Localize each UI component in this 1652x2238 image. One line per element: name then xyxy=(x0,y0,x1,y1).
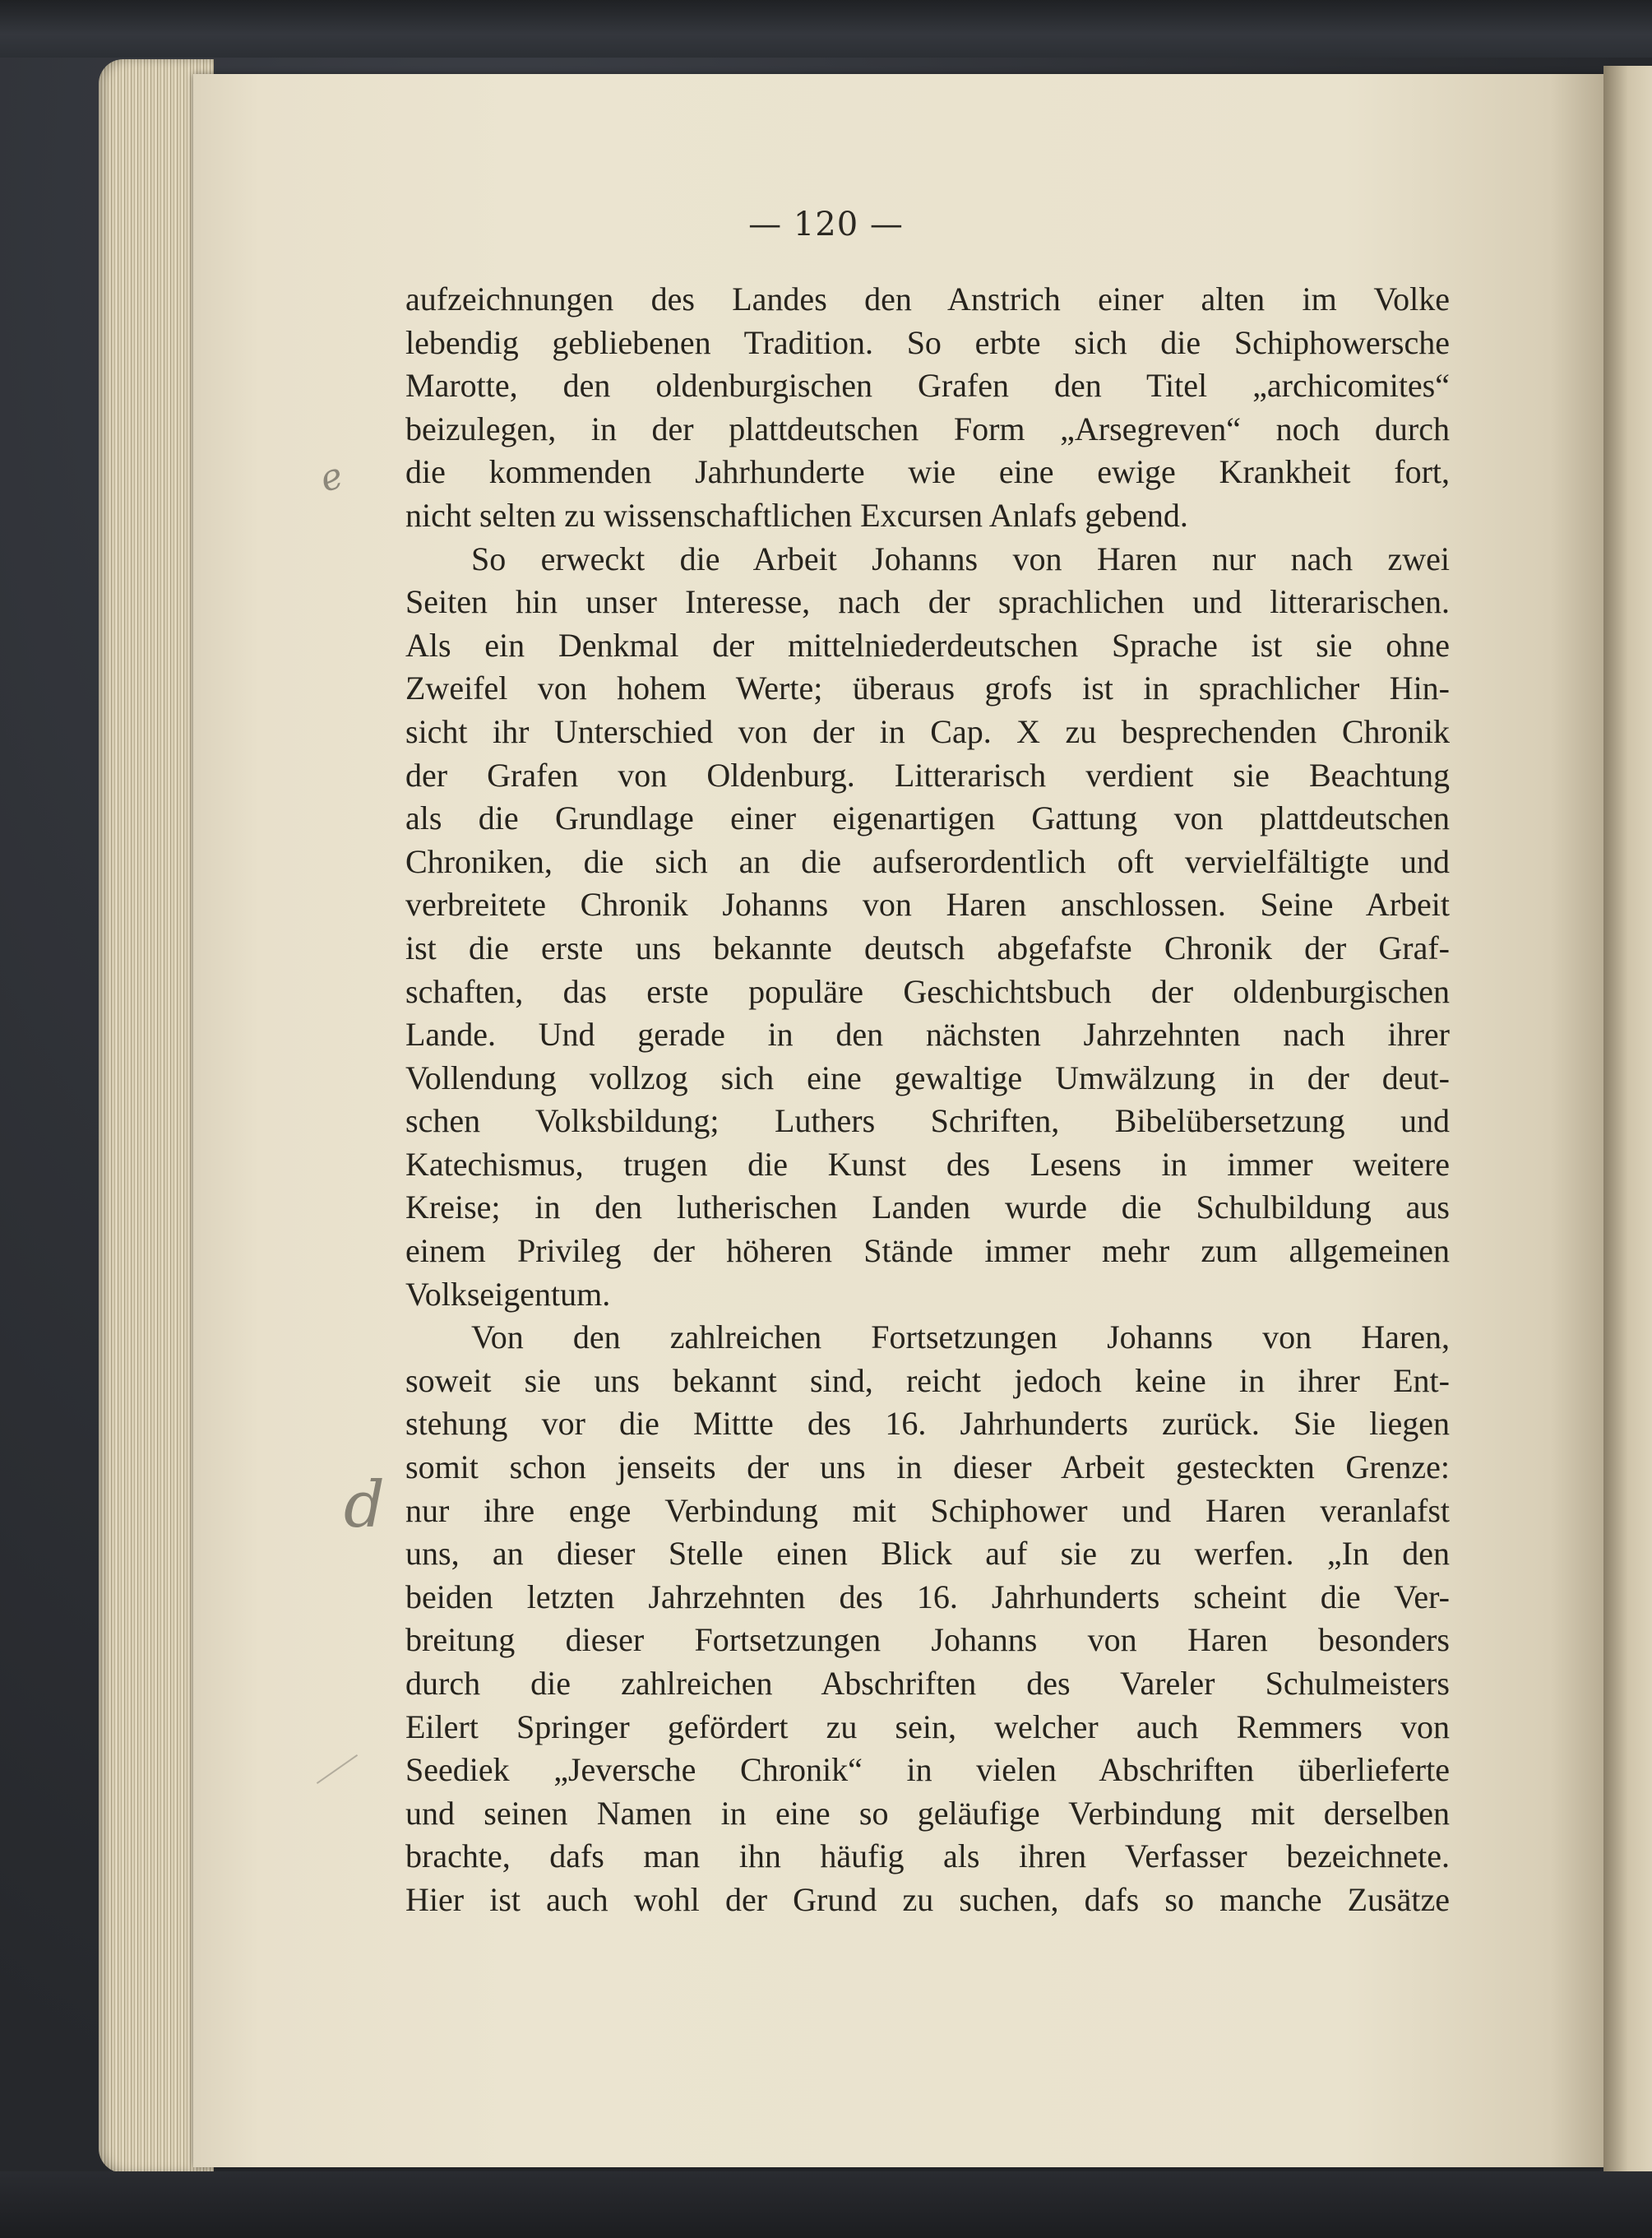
page-number: — 120 — xyxy=(748,206,904,243)
text-line: somit schon jenseits der uns in dieser Arbeit gesteckten Grenze: xyxy=(405,1448,1450,1486)
text-line: ist die erste uns bekannte deutsch abgefafste Chronik der Graf- xyxy=(405,929,1450,966)
text-line: breitung dieser Fortsetzungen Johanns von Haren besonders xyxy=(405,1621,1450,1659)
text-line: So erweckt die Arbeit Johanns von Haren nur nach zwei xyxy=(471,540,1450,577)
text-line: brachte, dafs man ihn häufig als ihren Verfasser bezeichnete. xyxy=(405,1837,1450,1875)
book-cover-bottom-edge xyxy=(0,2171,1652,2238)
text-line: nur ihre enge Verbindung mit Schiphower und Haren veranlafst xyxy=(405,1491,1450,1529)
text-line: sicht ihr Unterschied von der in Cap. X zu besprechenden Chronik xyxy=(405,712,1450,750)
text-line: Chroniken, die sich an die aufserordentlich oft vervielfältigte und xyxy=(405,842,1450,880)
text-line: Seiten hin unser Interesse, nach der sprachlichen und litterarischen. xyxy=(405,583,1450,621)
text-line: beiden letzten Jahrzehnten des 16. Jahrhunderts scheint die Ver- xyxy=(405,1578,1450,1615)
text-line: Zweifel von hohem Werte; überaus grofs ist in sprachlicher Hin- xyxy=(405,670,1450,707)
text-line: uns, an dieser Stelle einen Blick auf sie zu werfen. „In den xyxy=(405,1535,1450,1573)
margin-annotation-e: e xyxy=(314,454,349,501)
text-line: und seinen Namen in eine so geläufige Verbindung mit derselben xyxy=(405,1794,1450,1832)
text-line: lebendig gebliebenen Tradition. So erbte sich die Schiphowersche xyxy=(405,323,1450,361)
text-line: schen Volksbildung; Luthers Schriften, Bibelübersetzung und xyxy=(405,1102,1450,1140)
text-line: Als ein Denkmal der mittelniederdeutschen Sprache ist sie ohne xyxy=(405,626,1450,664)
text-line: nicht selten zu wissenschaftlichen Excursen Anlafs gebend. xyxy=(405,496,1188,534)
margin-annotation-d: d xyxy=(344,1468,385,1542)
text-line: der Grafen von Oldenburg. Litterarisch verdient sie Beachtung xyxy=(405,756,1450,794)
text-line: als die Grundlage einer eigenartigen Gattung von plattdeutschen xyxy=(405,799,1450,837)
text-line: die kommenden Jahrhunderte wie eine ewige Krankheit fort, xyxy=(405,453,1450,491)
text-line: Marotte, den oldenburgischen Grafen den Titel „archicomites“ xyxy=(405,367,1450,405)
text-line: durch die zahlreichen Abschriften des Vareler Schulmeisters xyxy=(405,1665,1450,1702)
body-text xyxy=(405,278,1450,1922)
text-line: Volkseigentum. xyxy=(405,1275,611,1313)
text-line: beizulegen, in der plattdeutschen Form „Arsegreven“ noch durch xyxy=(405,410,1450,447)
text-line: Lande. Und gerade in den nächsten Jahrzehnten nach ihrer xyxy=(405,1016,1450,1054)
text-line: schaften, das erste populäre Geschichtsbuch der oldenburgischen xyxy=(405,972,1450,1010)
text-line: Kreise; in den lutherischen Landen wurde die Schulbildung aus xyxy=(405,1189,1450,1226)
text-line: einem Privileg der höheren Stände immer mehr zum allgemeinen xyxy=(405,1232,1450,1270)
text-line: Seediek „Jeversche Chronik“ in vielen Abschriften überlieferte xyxy=(405,1751,1450,1789)
facing-page-edge xyxy=(1603,66,1652,2171)
text-line: Katechismus, trugen die Kunst des Lesens in immer weitere xyxy=(405,1145,1450,1183)
text-line: Hier ist auch wohl der Grund zu suchen, dafs so manche Zusätze xyxy=(405,1880,1450,1918)
text-line: Von den zahlreichen Fortsetzungen Johanns von Haren, xyxy=(471,1318,1450,1356)
text-line: Vollendung vollzog sich eine gewaltige Umwälzung in der deut- xyxy=(405,1059,1450,1096)
text-line: aufzeichnungen des Landes den Anstrich einer alten im Volke xyxy=(405,280,1450,317)
text-line: verbreitete Chronik Johanns von Haren anschlossen. Seine Arbeit xyxy=(405,886,1450,924)
text-line: soweit sie uns bekannt sind, reicht jedoch keine in ihrer Ent- xyxy=(405,1361,1450,1399)
book-cover-top-edge xyxy=(0,0,1652,58)
text-line: Eilert Springer gefördert zu sein, welcher auch Remmers von xyxy=(405,1707,1450,1745)
text-line: stehung vor die Mittte des 16. Jahrhunderts zurück. Sie liegen xyxy=(405,1405,1450,1443)
